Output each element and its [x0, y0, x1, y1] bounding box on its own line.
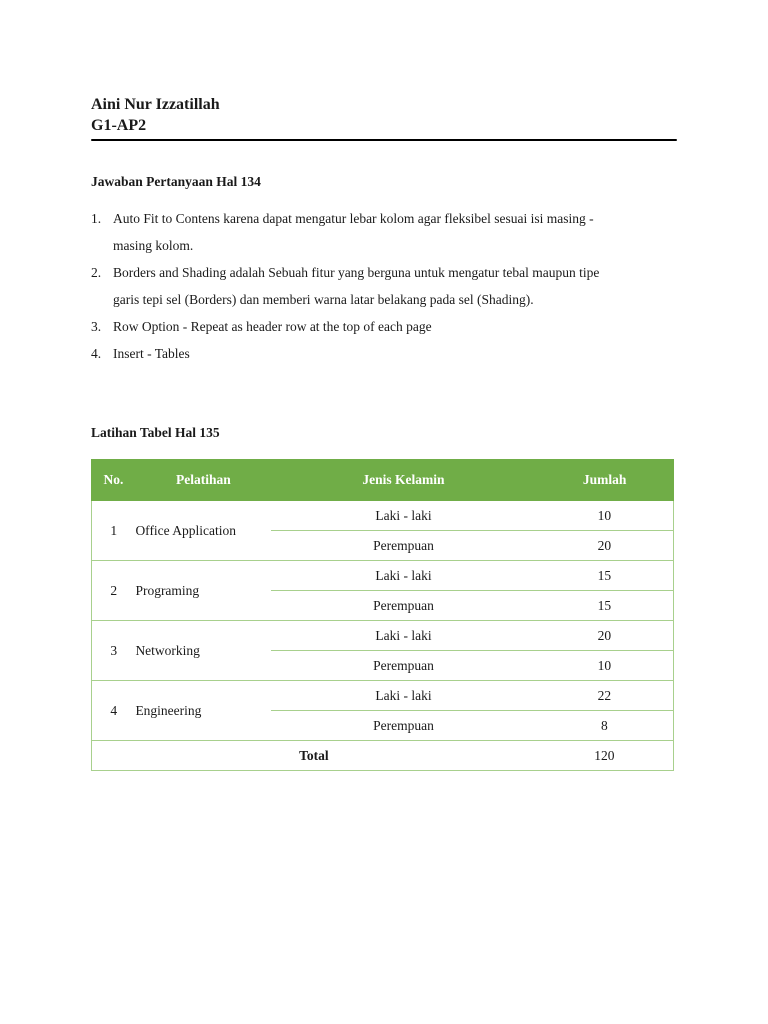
cell-gender: Laki - laki — [271, 501, 535, 531]
cell-pelatihan: Programing — [135, 561, 271, 621]
cell-count: 10 — [536, 501, 674, 531]
cell-gender: Laki - laki — [271, 621, 535, 651]
cell-gender: Perempuan — [271, 591, 535, 621]
questions-title: Jawaban Pertanyaan Hal 134 — [91, 174, 261, 189]
cell-no: 4 — [92, 681, 136, 741]
list-item — [91, 259, 671, 313]
exercise-title: Latihan Tabel Hal 135 — [91, 425, 220, 440]
table-row — [92, 681, 674, 711]
cell-pelatihan: Engineering — [135, 681, 271, 741]
list-item — [91, 205, 671, 259]
total-label: Total — [92, 741, 536, 771]
answers-list — [91, 205, 671, 367]
cell-count: 20 — [536, 621, 674, 651]
list-number: 3. — [91, 319, 102, 334]
cell-no: 1 — [92, 501, 136, 561]
list-number: 2. — [91, 265, 102, 280]
header-divider — [91, 139, 677, 141]
author-name: Aini Nur Izzatillah — [91, 96, 220, 113]
answer-line: Borders and Shading adalah Sebuah fitur yang berguna untuk mengatur tebal maupun tipe — [113, 265, 600, 280]
cell-gender: Perempuan — [271, 531, 535, 561]
cell-gender: Laki - laki — [271, 681, 535, 711]
total-value: 120 — [536, 741, 674, 771]
cell-no: 2 — [92, 561, 136, 621]
table-row — [92, 561, 674, 591]
answer-line: garis tepi sel (Borders) dan memberi warna latar belakang pada sel (Shading). — [113, 292, 534, 307]
cell-count: 8 — [536, 711, 674, 741]
author-class: G1-AP2 — [91, 117, 147, 134]
list-item — [91, 340, 671, 367]
answer-line: Insert - Tables — [113, 346, 190, 361]
cell-gender: Laki - laki — [271, 561, 535, 591]
cell-count: 15 — [536, 561, 674, 591]
answer-line: Auto Fit to Contens karena dapat mengatur lebar kolom agar fleksibel sesuai isi masing - — [113, 211, 594, 226]
cell-count: 20 — [536, 531, 674, 561]
header-jenis-kelamin: Jenis Kelamin — [271, 460, 535, 501]
list-item — [91, 313, 671, 340]
table-row — [92, 501, 674, 531]
answer-line: Row Option - Repeat as header row at the top of each page — [113, 319, 432, 334]
cell-count: 15 — [536, 591, 674, 621]
header-jumlah: Jumlah — [536, 460, 674, 501]
cell-gender: Perempuan — [271, 711, 535, 741]
cell-count: 22 — [536, 681, 674, 711]
cell-no: 3 — [92, 621, 136, 681]
header-no: No. — [92, 460, 136, 501]
cell-pelatihan: Office Application — [135, 501, 271, 561]
table-row — [92, 621, 674, 651]
cell-count: 10 — [536, 651, 674, 681]
answer-line: masing kolom. — [113, 238, 194, 253]
training-table — [91, 459, 674, 771]
header-pelatihan: Pelatihan — [135, 460, 271, 501]
table-header-row — [92, 460, 674, 501]
author-block — [91, 94, 220, 136]
table-total-row — [92, 741, 674, 771]
list-number: 4. — [91, 346, 102, 361]
list-number: 1. — [91, 211, 102, 226]
cell-pelatihan: Networking — [135, 621, 271, 681]
cell-gender: Perempuan — [271, 651, 535, 681]
